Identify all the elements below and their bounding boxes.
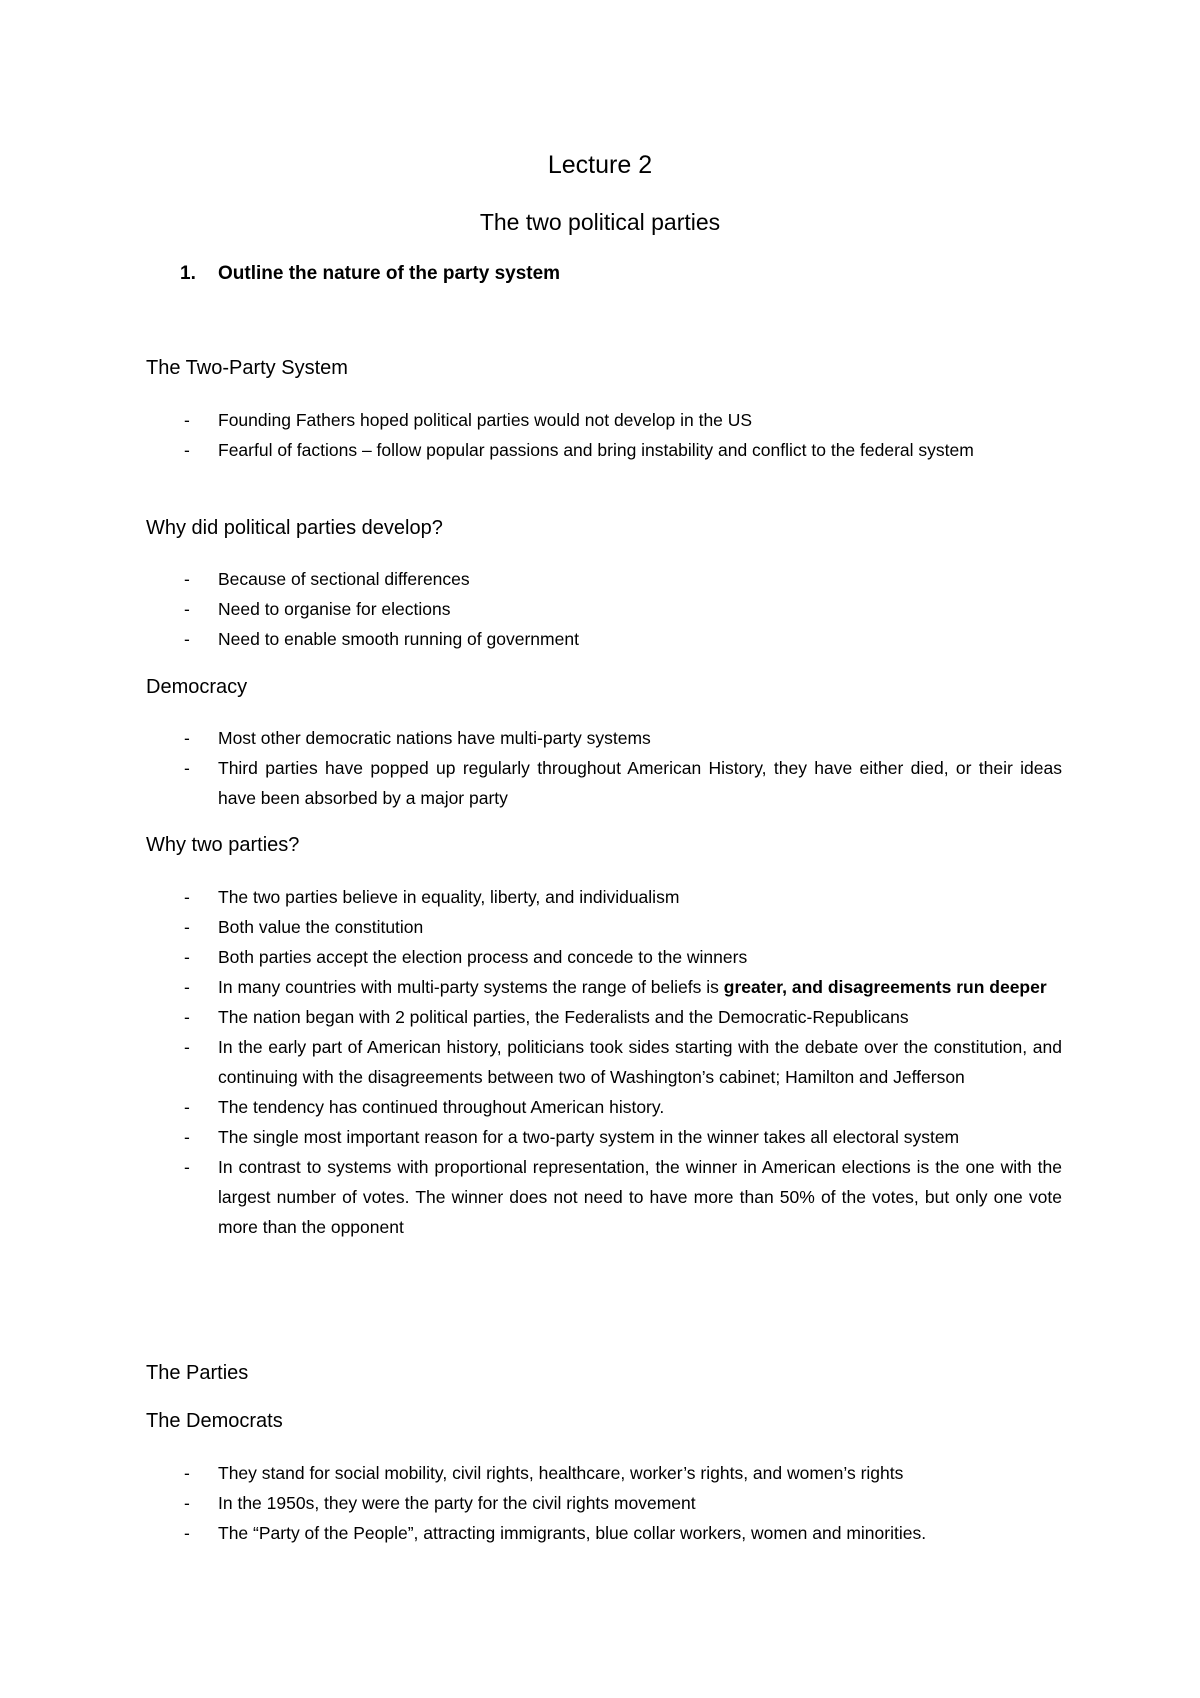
section-heading-why-two: Why two parties? [146, 834, 300, 856]
section-heading-democrats: The Democrats [146, 1410, 283, 1432]
list-item: - Founding Fathers hoped political parties would not develop in the US [146, 405, 1062, 435]
list-item: - The “Party of the People”, attracting immigrants, blue collar workers, women and minorities. [146, 1518, 1062, 1548]
bullet-dash: - [184, 1463, 190, 1483]
section-heading-two-party-system: The Two-Party System [146, 357, 348, 379]
list-item: - The nation began with 2 political parties, the Federalists and the Democratic-Republicans [146, 1002, 1062, 1032]
list-item: - In the early part of American history, politicians took sides starting with the debate over the constitution, and continuing with the disagreements between two of Washington’s cabinet; Hamilton and Jefferson [146, 1032, 1062, 1092]
bullet-dash: - [184, 440, 190, 460]
list-item: - The tendency has continued throughout American history. [146, 1092, 1062, 1122]
bullet-dash: - [184, 1127, 190, 1147]
section-heading-democracy: Democracy [146, 676, 248, 698]
bullet-dash: - [184, 1523, 190, 1543]
numbered-heading-number: 1. [180, 263, 196, 284]
list-item: - Both value the constitution [146, 912, 1062, 942]
list-item: - In many countries with multi-party systems the range of beliefs is greater, and disagreements run deeper [146, 972, 1062, 1002]
list-item: - In contrast to systems with proportional representation, the winner in American elections is the one with the largest number of votes. The winner does not need to have more than 50% of the votes, but only one vote more than the opponent [146, 1152, 1062, 1242]
list-why-two [146, 882, 1062, 1242]
list-democracy [146, 723, 1062, 813]
list-democrats [146, 1458, 1062, 1548]
list-item: - In the 1950s, they were the party for the civil rights movement [146, 1488, 1062, 1518]
bullet-dash: - [184, 947, 190, 967]
bullet-dash: - [184, 1157, 190, 1177]
list-item: - Most other democratic nations have multi-party systems [146, 723, 1062, 753]
section-heading-why-develop: Why did political parties develop? [146, 517, 443, 539]
page-title: Lecture 2 [547, 151, 653, 179]
bullet-dash: - [184, 1037, 190, 1057]
list-item: - Because of sectional differences [146, 564, 1062, 594]
bullet-dash: - [184, 977, 190, 997]
bullet-dash: - [184, 917, 190, 937]
bullet-dash: - [184, 1097, 190, 1117]
bullet-dash: - [184, 569, 190, 589]
list-item: - They stand for social mobility, civil rights, healthcare, worker’s rights, and women’s rights [146, 1458, 1062, 1488]
list-item: - Both parties accept the election process and concede to the winners [146, 942, 1062, 972]
list-item: - Third parties have popped up regularly throughout American History, they have either died, or their ideas have been absorbed by a major party [146, 753, 1062, 813]
bullet-dash: - [184, 410, 190, 430]
bullet-dash: - [184, 758, 190, 778]
bullet-dash: - [184, 1493, 190, 1513]
bullet-dash: - [184, 599, 190, 619]
list-item: - Need to enable smooth running of government [146, 624, 1062, 654]
bullet-dash: - [184, 629, 190, 649]
emphasis-text: greater, and disagreements run deeper [723, 977, 1047, 997]
list-why-develop [146, 564, 1062, 654]
list-two-party-system [146, 405, 1062, 465]
list-item: - The single most important reason for a two-party system in the winner takes all electoral system [146, 1122, 1062, 1152]
list-item: - Need to organise for elections [146, 594, 1062, 624]
list-item: - Fearful of factions – follow popular passions and bring instability and conflict to the federal system [146, 435, 1062, 465]
numbered-heading-text: Outline the nature of the party system [218, 263, 561, 284]
page-subtitle: The two political parties [479, 209, 721, 235]
bullet-dash: - [184, 728, 190, 748]
list-item: - The two parties believe in equality, liberty, and individualism [146, 882, 1062, 912]
bullet-dash: - [184, 1007, 190, 1027]
section-heading-parties: The Parties [146, 1362, 249, 1384]
bullet-dash: - [184, 887, 190, 907]
